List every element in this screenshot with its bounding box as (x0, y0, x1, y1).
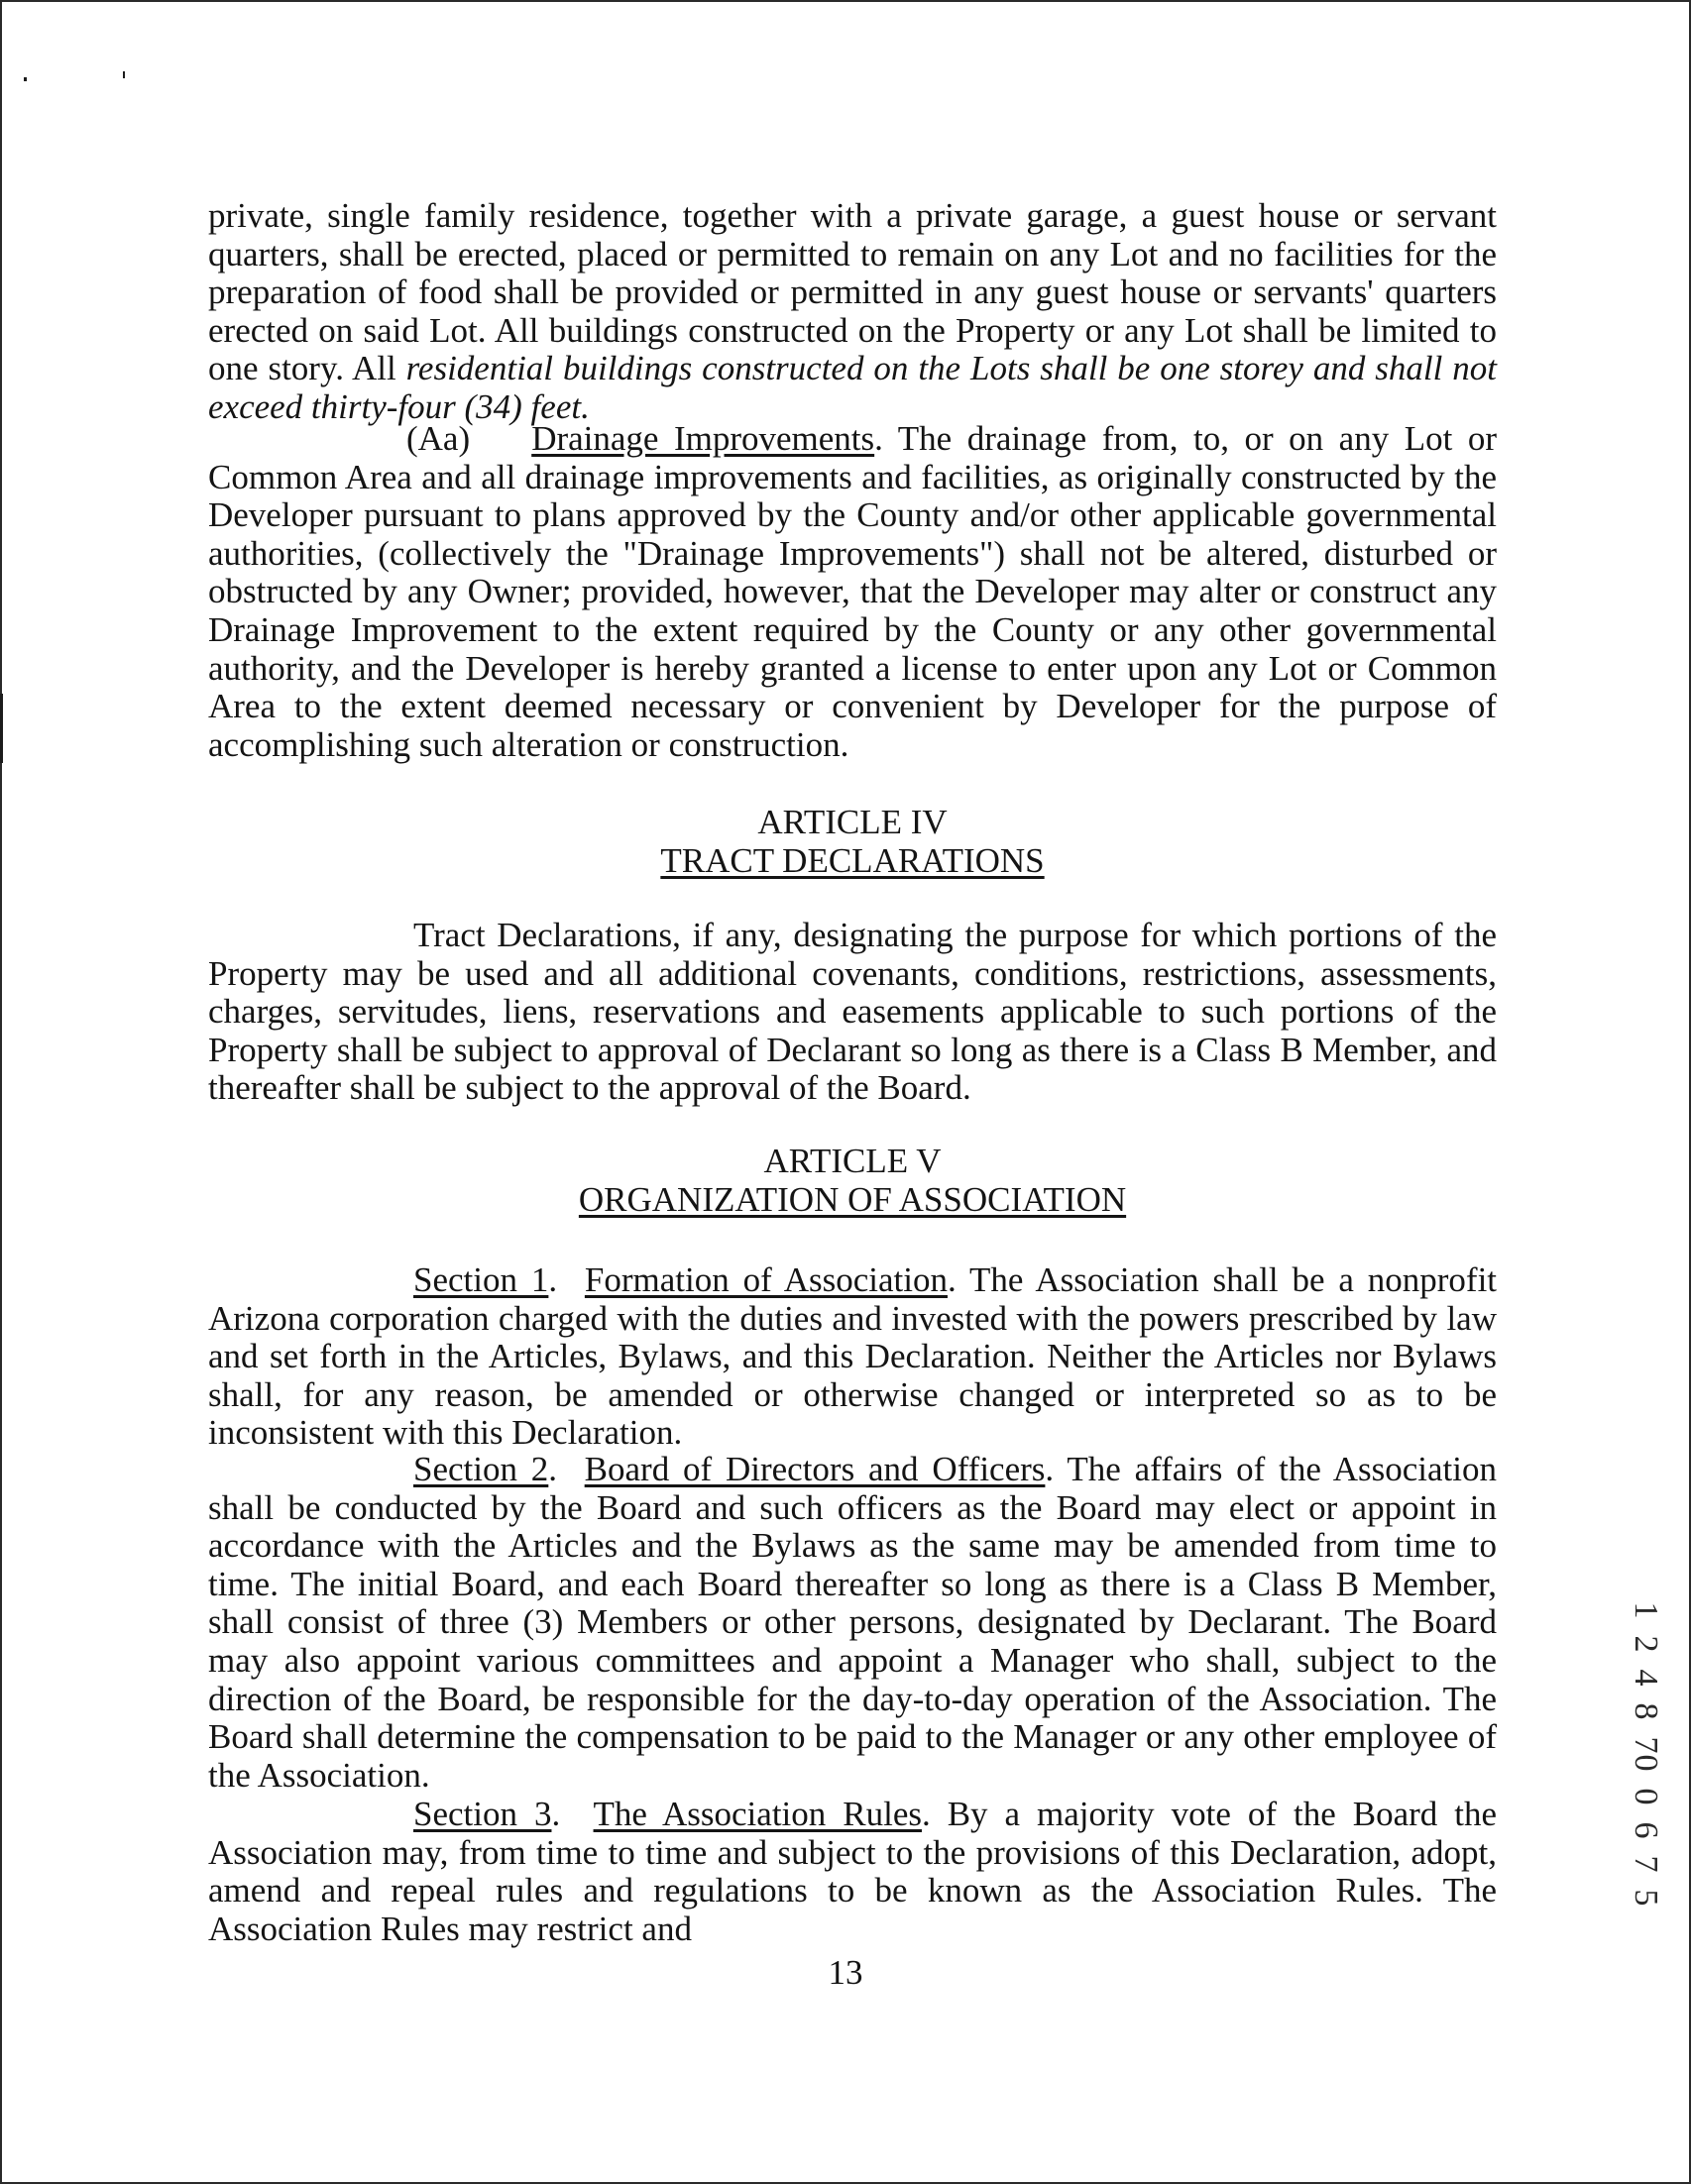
section-3-body: . By a majority vote of the Board the Association may, from time to time and subject to the provisions of this Declaration, adopt, amend and repeal rules and regulations to be known as the Association Rules. The Association Rules may restrict and (208, 1795, 1498, 1948)
section-1-formation: Section 1. Formation of Association. The Association shall be a nonprofit Arizona corporation charged with the duties and invested with the powers prescribed by law and set forth in the Articles, Bylaws, and this Declaration. Neither the Articles nor Bylaws shall, for any reason, be amended or otherwise changed or interpreted so as to be inconsistent with this Declaration. (208, 1260, 1498, 1453)
article-iv-number: ARTICLE IV (757, 803, 948, 841)
article-iv-title: TRACT DECLARATIONS (660, 840, 1045, 880)
paragraph-residence-restrictions (208, 197, 1497, 427)
paragraph-drainage-improvements (208, 420, 1497, 764)
scan-speck (24, 77, 27, 81)
scan-speck (0, 694, 3, 763)
residential-height-limit-text: residential buildings constructed on the Lots shall be one storey and shall not exceed thirty-four (34) feet. (208, 349, 1498, 426)
drainage-title: Drainage Improvements (531, 419, 875, 458)
section-2-board: Section 2. Board of Directors and Officers. The affairs of the Association shall be conducted by the Board and such officers as the Board may elect or appoint in accordance with the Articles and the Bylaws as the same may be amended from time to time. The initial Board, and each Board thereafter so long as there is a Class B Member, shall consist of three (3) Members or other persons, designated by Declarant. The Board may also appoint various committees and appoint a Manager who shall, subject to the direction of the Board, be responsible for the day-to-day operation of the Association. The Board shall determine the compensation to be paid to the Manager or any other employee of the Association. (208, 1450, 1497, 1795)
section-2-label: Section 2 (413, 1450, 549, 1488)
recording-stamp-book: 1 2 4 8 7 (1628, 1601, 1664, 1754)
drainage-body: . The drainage from, to, or on any Lot or Common Area and all drainage improvements and facilities, as originally constructed by the Developer pursuant to plans approved by the County and/or other applicable governmental authorities, (collectively the "Drainage Improvements") shall not be altered, disturbed or obstructed by any Owner; provided, however, that the Developer may alter or construct any Drainage Improvement to the extent required by the County or any other governmental authority, and the Developer is hereby granted a license to enter upon any Lot or Common Area to the extent deemed necessary or convenient by Developer for the purpose of accomplishing such alteration or construction. (208, 419, 1497, 764)
article-v-title: ORGANIZATION OF ASSOCIATION (578, 1179, 1127, 1219)
paragraph-tract-declarations (208, 917, 1497, 1108)
article-iv-heading (208, 804, 1497, 880)
recording-stamp-page: 0 0 6 7 5 (1628, 1754, 1664, 1907)
article-v-number: ARTICLE V (763, 1142, 942, 1180)
section-3-label: Section 3 (413, 1795, 552, 1833)
section-1-body: . The Association shall be a nonprofit Arizona corporation charged with the duties and invested with the powers prescribed by law and set forth in the Articles, Bylaws, and this Declaration. Neither the Articles nor Bylaws shall, for any reason, be amended or otherwise changed or interpreted so as to be inconsistent with this Declaration. (208, 1260, 1498, 1453)
section-3-title: The Association Rules (593, 1795, 922, 1833)
section-1-label: Section 1 (413, 1260, 549, 1299)
residence-restrictions-text: private, single family residence, together with a private garage, a guest house or servant quarters, shall be erected, placed or permitted to remain on any Lot and no facilities for the preparation of food shall be provided or permitted in any guest house or servants' quarters erected on said Lot. All buildings constructed on the Property or any Lot shall be limited to one story. All (208, 196, 1497, 388)
article-v-heading (208, 1143, 1497, 1219)
section-3-rules: Section 3. The Association Rules. By a majority vote of the Board the Association may, from time to time and subject to the provisions of this Declaration, adopt, amend and repeal rules and regulations to be known as the Association Rules. The Association Rules may restrict and (208, 1795, 1498, 1948)
tract-declarations-body: Tract Declarations, if any, designating the purpose for which portions of the Property may be used and all additional covenants, conditions, restrictions, assessments, charges, servitudes, liens, reservations and easements applicable to such portions of the Property shall be subject to approval of Declarant so long as there is a Class B Member, and thereafter shall be subject to the approval of the Board. (208, 916, 1497, 1108)
page-number: 13 (828, 1953, 863, 1992)
section-1-title: Formation of Association (584, 1260, 948, 1299)
section-2-body: . The affairs of the Association shall be conducted by the Board and such officers as the Board may elect or appoint in accordance with the Articles and the Bylaws as the same may be amended from time to time. The initial Board, and each Board thereafter so long as there is a Class B Member, shall consist of three (3) Members or other persons, designated by Declarant. The Board may also appoint various committees and appoint a Manager who shall, subject to the direction of the Board, be responsible for the day-to-day operation of the Association. The Board shall determine the compensation to be paid to the Manager or any other employee of the Association. (208, 1450, 1497, 1795)
scan-speck (123, 71, 125, 78)
drainage-label: (Aa) (406, 419, 471, 458)
section-2-title: Board of Directors and Officers (584, 1450, 1046, 1488)
